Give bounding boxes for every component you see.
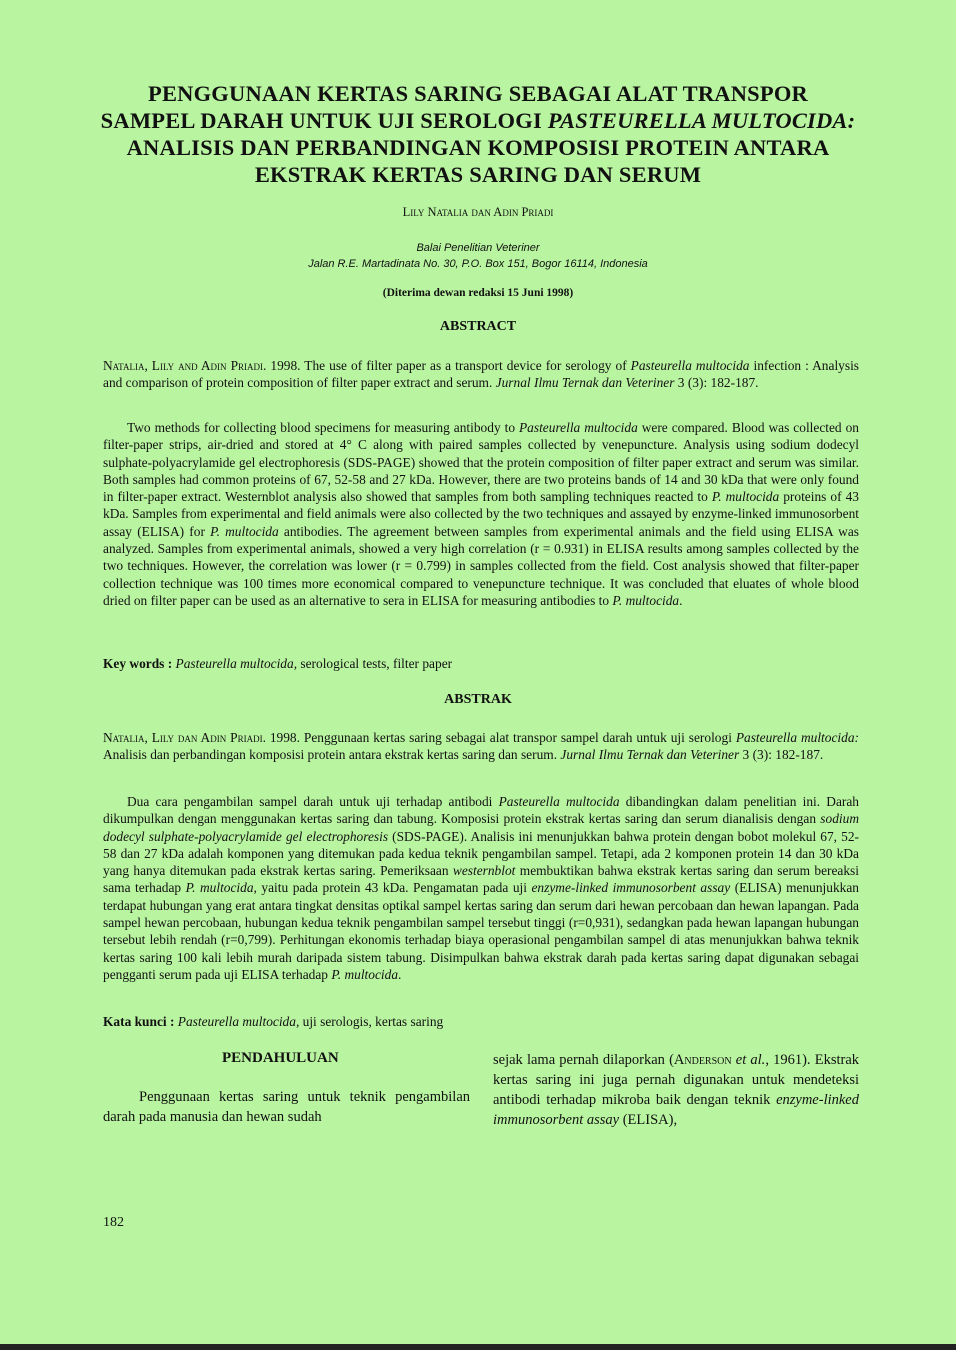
title-line-1: PENGGUNAAN KERTAS SARING SEBAGAI ALAT TRANSPOR	[148, 81, 808, 106]
abstract-organism-2: P. multocida	[711, 489, 780, 505]
abstract-body	[103, 419, 859, 609]
intro-italic-term: enzyme-linked immunosorbent assay	[493, 1092, 859, 1128]
intro-right-text-3: (ELISA),	[619, 1112, 678, 1128]
citation-journal: Jurnal Ilmu Ternak dan Veteriner	[495, 375, 675, 391]
abstrak-organism-2: P. multocida,	[185, 880, 257, 896]
authors: Lily Natalia dan Adin Priadi	[402, 205, 554, 219]
abstrak-keywords	[103, 1013, 859, 1030]
abstract-citation	[103, 357, 859, 392]
citation-text: 1998. The use of filter paper as a transport device for serology of	[266, 358, 631, 373]
abstrak-organism-3: P. multocida	[331, 966, 399, 982]
received-date: (Diterima dewan redaksi 15 Juni 1998)	[382, 287, 574, 299]
abstrak-text-1: Dua cara pengambilan sampel darah untuk uji terhadap antibodi	[127, 794, 499, 809]
abstrak-body	[103, 793, 859, 983]
citation-text-2: infection : Analysis and comparison of protein composition of filter paper extract and serum.	[103, 358, 860, 391]
abstract-organism-4: P. multocida	[612, 592, 680, 608]
institution	[0, 240, 956, 272]
intro-heading: PENDAHULUAN	[222, 1050, 339, 1066]
abstrak-text-4: membuktikan bahwa ekstrak kertas saring dan serum bereaksi sama terhadap	[103, 863, 859, 896]
institution-name: Balai Penelitian Veteriner	[416, 242, 540, 254]
abstrak-citation-authors: Natalia, Lily dan Adin Priadi.	[103, 730, 266, 745]
abstrak-citation-text-2: Analisis dan perbandingan komposisi protein antara ekstrak kertas saring dan serum.	[103, 747, 561, 763]
title-organism: PASTEURELLA MULTOCIDA:	[547, 108, 856, 133]
intro-cite-etal: et al.	[735, 1052, 766, 1068]
kata-kunci-rest: uji serologis, kertas saring	[299, 1014, 444, 1029]
kata-kunci-label: Kata kunci :	[103, 1014, 175, 1029]
abstract-text-2: were compared. Blood was collected on filter-paper strips, air-dried and stored at 4° C along with paired samples collected by venepuncture. Analysis using sodium dodecyl sulphate-polyacrylamide gel electrophoresis (SDS-PAGE) showed that the protein composition of filter paper extract and serum was similar. Both samples had common proteins of 67, 52-58 and 27 kDa. However, there are two proteins bands of 14 and 30 kDa that were only found in filter-paper extract. Westernblot analysis also showed that samples from both sampling techniques reacted to	[103, 420, 859, 505]
abstrak-italic-term-1: sodium dodecyl sulphate-polyacrylamide gel electrophoresis	[103, 811, 859, 844]
institution-address: Jalan R.E. Martadinata No. 30, P.O. Box 151, Bogor 16114, Indonesia	[308, 258, 648, 270]
title-line-4: EKSTRAK KERTAS SARING DAN SERUM	[254, 162, 702, 187]
keywords-rest: serological tests, filter paper	[297, 656, 453, 671]
abstrak-citation-ref: 3 (3): 182-187.	[739, 747, 824, 763]
intro-cite-author: Anderson	[673, 1052, 732, 1068]
abstract-text-3: proteins of 43 kDa. Samples from experimental and field animals were also collected by the two techniques and assayed by enzyme-linked immunosorbent assay (ELISA) for	[103, 489, 859, 539]
abstrak-organism-1: Pasteurella multocida	[498, 794, 620, 809]
intro-right-text-1: sejak lama pernah dilaporkan (	[493, 1052, 674, 1068]
abstrak-heading: ABSTRAK	[444, 692, 512, 707]
bottom-edge	[0, 1344, 956, 1350]
abstrak-citation-text: 1998. Penggunaan kertas saring sebagai alat transpor sampel darah untuk uji serologi	[265, 730, 736, 745]
kata-kunci-organism: Pasteurella multocida,	[177, 1014, 300, 1029]
title-line-3: ANALISIS DAN PERBANDINGAN KOMPOSISI PROTEIN ANTARA	[126, 135, 830, 160]
keywords-label: Key words :	[103, 656, 173, 671]
article-title	[90, 80, 866, 188]
abstrak-text-7: .	[398, 966, 402, 982]
abstrak-text-5: yaitu pada protein 43 kDa. Pengamatan pada uji	[256, 880, 532, 896]
title-line-2	[90, 107, 866, 134]
intro-right-column	[493, 1050, 859, 1130]
citation-authors: Natalia, Lily and Adin Priadi.	[103, 358, 267, 373]
abstrak-italic-term-2: westernblot	[452, 863, 516, 879]
title-line-2-text: SAMPEL DARAH UNTUK UJI SEROLOGI	[100, 108, 548, 133]
abstract-text-4: antibodies. The agreement between samples from experimental animals and the field using ELISA was analyzed. Samples from experimental animals, showed a very high correlation (r = 0.931) in ELISA results among samples collected by the two techniques. However, the correlation was lower (r = 0.799) in samples collected from the field. Cost analysis showed that filter-paper collection technique was 100 times more economical compared to venepuncture technique. It was concluded that eluates of whole blood dried on filter paper can be used as an alternative to sera in ELISA for measuring antibodies to	[103, 523, 860, 608]
abstract-organism-1: Pasteurella multocida	[519, 420, 638, 435]
abstrak-text-2: dibandingkan dalam penelitian ini. Darah dikumpulkan dengan menggunakan kertas saring dan tabung. Komposisi protein ekstrak kertas saring dan serum dianalisis dengan	[103, 794, 859, 827]
abstrak-text-3: (SDS-PAGE). Analisis ini menunjukkan bahwa protein dengan bobot molekul 67, 52-58 dan 27 kDa adalah komponen yang ditemukan pada kedua teknik pengambilan sampel. Tetapi, ada 2 komponen protein 14 dan 30 kDa yang hanya ditemukan pada ekstrak kertas saring. Pemeriksaan	[103, 828, 859, 879]
abstract-organism-3: P. multocida	[210, 523, 279, 539]
abstrak-citation-journal: Jurnal Ilmu Ternak dan Veteriner	[560, 747, 740, 763]
abstrak-citation-organism: Pasteurella multocida:	[735, 730, 859, 745]
citation-ref: 3 (3): 182-187.	[674, 375, 759, 391]
abstract-heading: ABSTRACT	[439, 319, 517, 334]
abstrak-italic-term-3: enzyme-linked immunosorbent assay	[531, 880, 731, 896]
abstrak-citation	[103, 729, 859, 764]
keywords-organism: Pasteurella multocida,	[175, 656, 298, 671]
page-number: 182	[103, 1215, 124, 1230]
intro-left-column: Penggunaan kertas saring untuk teknik pengambilan darah pada manusia dan hewan sudah	[103, 1089, 470, 1125]
citation-organism: Pasteurella multocida	[630, 358, 750, 373]
abstract-keywords	[103, 655, 859, 672]
intro-right-text-2: , 1961). Ekstrak kertas saring ini juga pernah digunakan untuk mendeteksi antibodi terhadap mikroba baik dengan teknik	[493, 1052, 860, 1108]
abstrak-text-6: (ELISA) menunjukkan terdapat hubungan yang erat antara tingkat densitas optikal sampel kertas saring dan serum dari hewan percobaan dan hewan lapangan. Pada sampel hewan percobaan, hubungan kedua teknik pengambilan sampel tersebut tinggi (r=0,931), sedangkan pada hewan lapangan hubungan tersebut lebih rendah (r=0,799). Perhitungan ekonomis terhadap biaya operasional pengambilan sampel di atas menunjukkan bahwa teknik kertas saring 100 kali lebih murah daripada sistem tabung. Disimpulkan bahwa ekstrak darah pada kertas saring dapat digunakan sebagai pengganti serum pada uji ELISA terhadap	[103, 880, 859, 982]
abstract-text-5: .	[679, 592, 683, 608]
abstract-text-1: Two methods for collecting blood specimens for measuring antibody to	[127, 420, 519, 435]
